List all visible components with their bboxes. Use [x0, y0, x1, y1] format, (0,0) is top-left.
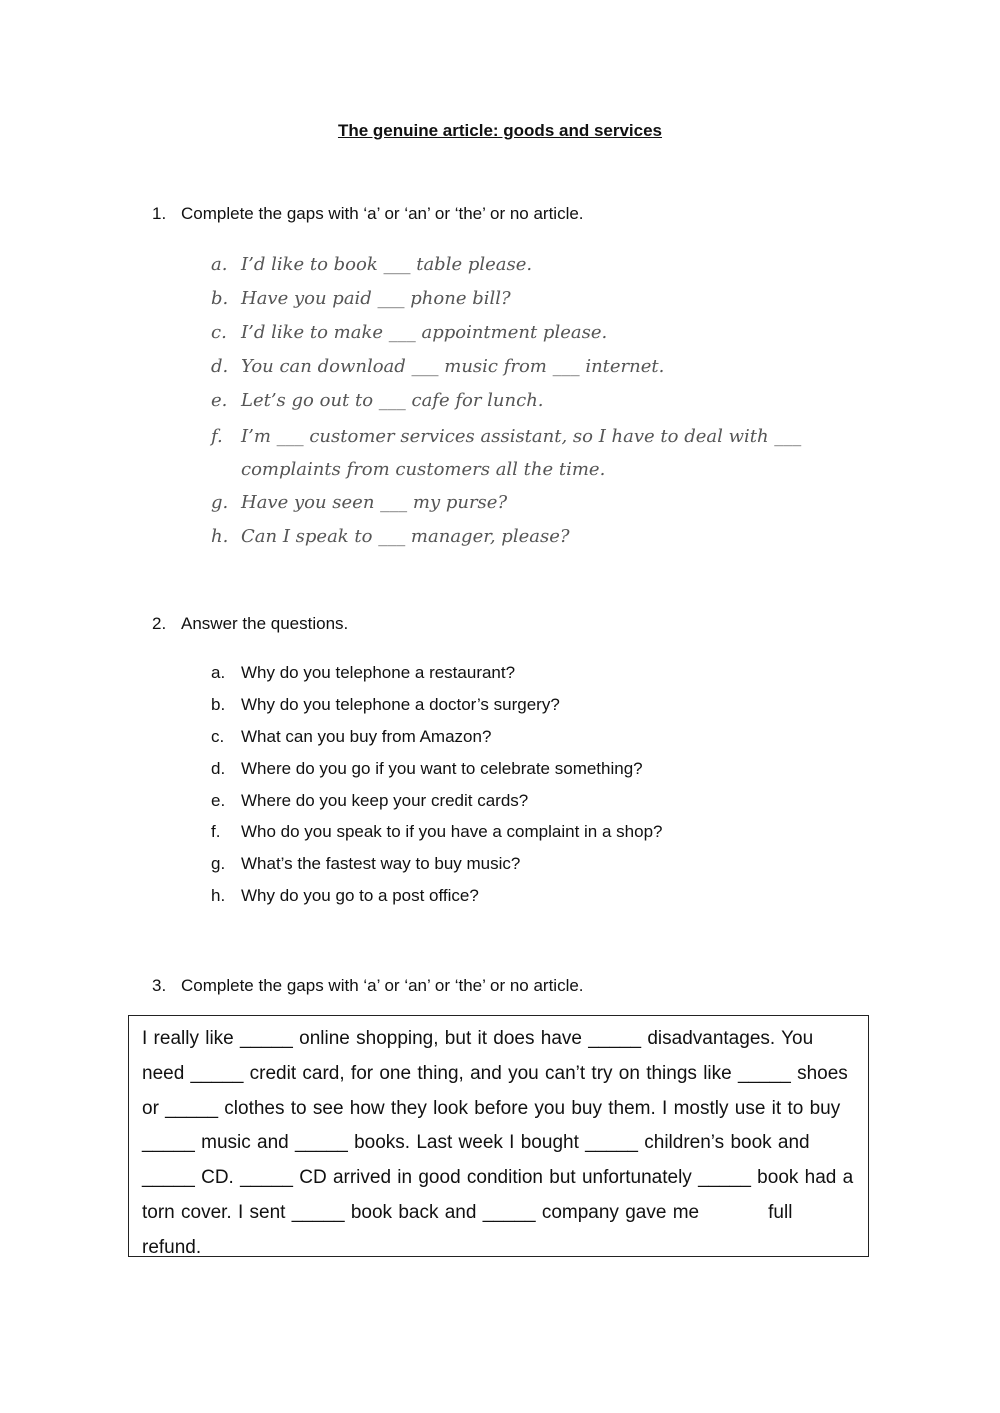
- list-item: [211, 694, 662, 726]
- list-item: [211, 250, 841, 284]
- item-letter: g.: [211, 854, 226, 874]
- section-2-instruction: [152, 613, 348, 635]
- item-text: Why do you go to a post office?: [241, 886, 479, 906]
- worksheet-title: The genuine article: goods and services: [337, 121, 663, 140]
- item-text: I’d like to make ___ appointment please.: [241, 322, 608, 343]
- item-letter: g.: [211, 492, 229, 513]
- list-item: [211, 758, 662, 790]
- section-1-list: [211, 250, 841, 556]
- list-item: [211, 318, 841, 352]
- section-3-instruction: [152, 975, 584, 997]
- item-letter: b.: [211, 288, 229, 309]
- item-text: I’m ___ customer services assistant, so I have to deal with ___ complaints from customers all the time.: [241, 426, 802, 480]
- list-item: [211, 488, 841, 522]
- item-letter: h.: [211, 886, 226, 906]
- list-item: [211, 522, 841, 556]
- item-text: I’d like to book ___ table please.: [241, 254, 533, 275]
- list-item: [211, 386, 841, 420]
- item-text: Let’s go out to ___ cafe for lunch.: [241, 390, 544, 411]
- item-letter: f.: [211, 822, 221, 842]
- item-text: Where do you keep your credit cards?: [241, 790, 529, 810]
- section-2-instruction-text: Answer the questions.: [181, 614, 349, 633]
- item-letter: e.: [211, 790, 226, 810]
- item-letter: c.: [211, 726, 225, 746]
- item-letter: h.: [211, 526, 229, 547]
- item-letter: c.: [211, 322, 227, 343]
- section-1-instruction-text: Complete the gaps with ‘a’ or ‘an’ or ‘the’ or no article.: [181, 204, 584, 223]
- list-item: [211, 726, 662, 758]
- item-letter: a.: [211, 663, 226, 682]
- item-letter: d.: [211, 356, 229, 377]
- item-text: Can I speak to ___ manager, please?: [241, 526, 570, 547]
- item-letter: d.: [211, 758, 226, 778]
- list-item: [211, 853, 662, 885]
- gap-fill-passage: I really like _____ online shopping, but it does have _____ disadvantages. You need _____ credit card, for one thing, and you can’t try on things like _____ shoes or _____ clothes to see how they look before you buy them. I mostly use it to buy _____ music and _____ books. Last week I bought _____ children’s book and _____ CD. _____ CD arrived in good condition but unfortunately _____ book had a torn cover. I sent _____ book back and _____ company gave me full refund.: [142, 1028, 854, 1258]
- section-1-number: 1.: [152, 204, 167, 223]
- gap-fill-passage-box: [128, 1015, 869, 1257]
- list-item: [211, 662, 662, 694]
- item-text: Why do you telephone a doctor’s surgery?: [241, 694, 560, 714]
- item-text: Why do you telephone a restaurant?: [241, 663, 516, 682]
- list-item: [211, 420, 841, 488]
- list-item: [211, 821, 662, 853]
- item-letter: e.: [211, 390, 228, 411]
- item-text: Who do you speak to if you have a complaint in a shop?: [241, 822, 663, 842]
- list-item: [211, 790, 662, 822]
- section-3-instruction-text: Complete the gaps with ‘a’ or ‘an’ or ‘the’ or no article.: [181, 976, 584, 995]
- list-item: [211, 284, 841, 318]
- item-text: What’s the fastest way to buy music?: [241, 854, 521, 874]
- section-2-number: 2.: [152, 614, 167, 633]
- list-item: [211, 885, 662, 917]
- item-text: Where do you go if you want to celebrate something?: [241, 758, 643, 778]
- section-1-instruction: [152, 203, 584, 225]
- item-text: What can you buy from Amazon?: [241, 726, 492, 746]
- item-text: Have you seen ___ my purse?: [241, 492, 508, 513]
- section-3-number: 3.: [152, 976, 167, 995]
- item-text: You can download ___ music from ___ internet.: [241, 356, 665, 377]
- section-2-list: [211, 662, 662, 917]
- item-letter: b.: [211, 694, 226, 714]
- item-letter: f.: [211, 426, 223, 447]
- item-letter: a.: [211, 254, 228, 275]
- item-text: Have you paid ___ phone bill?: [241, 288, 511, 309]
- list-item: [211, 352, 841, 386]
